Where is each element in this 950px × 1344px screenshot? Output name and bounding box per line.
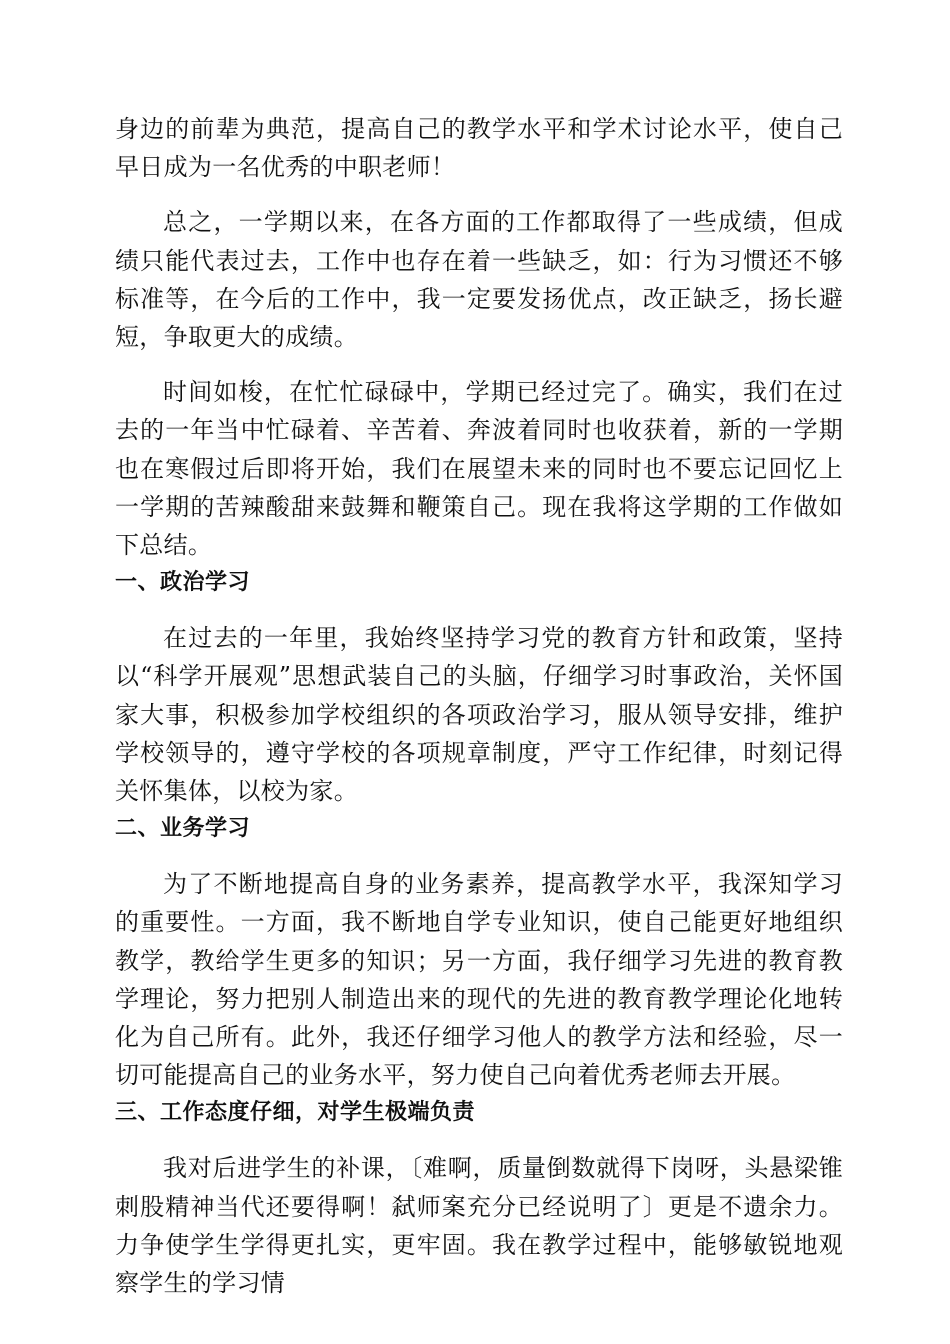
paragraph-political-study: 在过去的一年里，我始终坚持学习党的教育方针和政策，坚持以“科学开展观”思想武装自己的头脑，仔细学习时事政治，关怀国家大事，积极参加学校组织的各项政治学习，服从领导安排，维护学校领导的，遵守学校的各项规章制度，严守工作纪律，时刻记得关怀集体，以校为家。 <box>115 624 843 806</box>
section-heading-professional-study: 二、业务学习 <box>115 816 251 842</box>
paragraph-continuation: 身边的前辈为典范，提高自己的教学水平和学术讨论水平，使自己早日成为一名优秀的中职老师！ <box>115 115 843 182</box>
document-body <box>115 110 843 1302</box>
paragraph-summary: 总之，一学期以来，在各方面的工作都取得了一些成绩，但成绩只能代表过去，工作中也存在着一些缺乏，如：行为习惯还不够标准等，在今后的工作中，我一定要发扬优点，改正缺乏，扬长避短，争取更大的成绩。 <box>115 208 843 352</box>
paragraph-work-attitude: 我对后进学生的补课，〔难啊，质量倒数就得下岗呀，头悬梁锥刺股精神当代还要得啊！弑师案充分已经说明了〕更是不遗余力。力争使学生学得更扎实，更牢固。我在教学过程中，能够敏锐地观察学生的学习情 <box>115 1154 843 1298</box>
paragraph-intro: 时间如梭，在忙忙碌碌中，学期已经过完了。确实，我们在过去的一年当中忙碌着、辛苦着、奔波着同时也收获着，新的一学期也在寒假过后即将开始，我们在展望未来的同时也不要忘记回忆上一学期的苦辣酸甜来鼓舞和鞭策自己。现在我将这学期的工作做如下总结。 <box>115 378 843 560</box>
section-heading-political-study: 一、政治学习 <box>115 570 251 596</box>
section-heading-work-attitude: 三、工作态度仔细，对学生极端负责 <box>115 1100 476 1126</box>
paragraph-professional-study: 为了不断地提高自身的业务素养，提高教学水平，我深知学习的重要性。一方面，我不断地自学专业知识，使自己能更好地组织教学，教给学生更多的知识；另一方面，我仔细学习先进的教育教学理论，努力把别人制造出来的现代的先进的教育教学理论化地转化为自己所有。此外，我还仔细学习他人的教学方法和经验，尽一切可能提高自己的业务水平，努力使自己向着优秀老师去开展。 <box>115 870 843 1090</box>
